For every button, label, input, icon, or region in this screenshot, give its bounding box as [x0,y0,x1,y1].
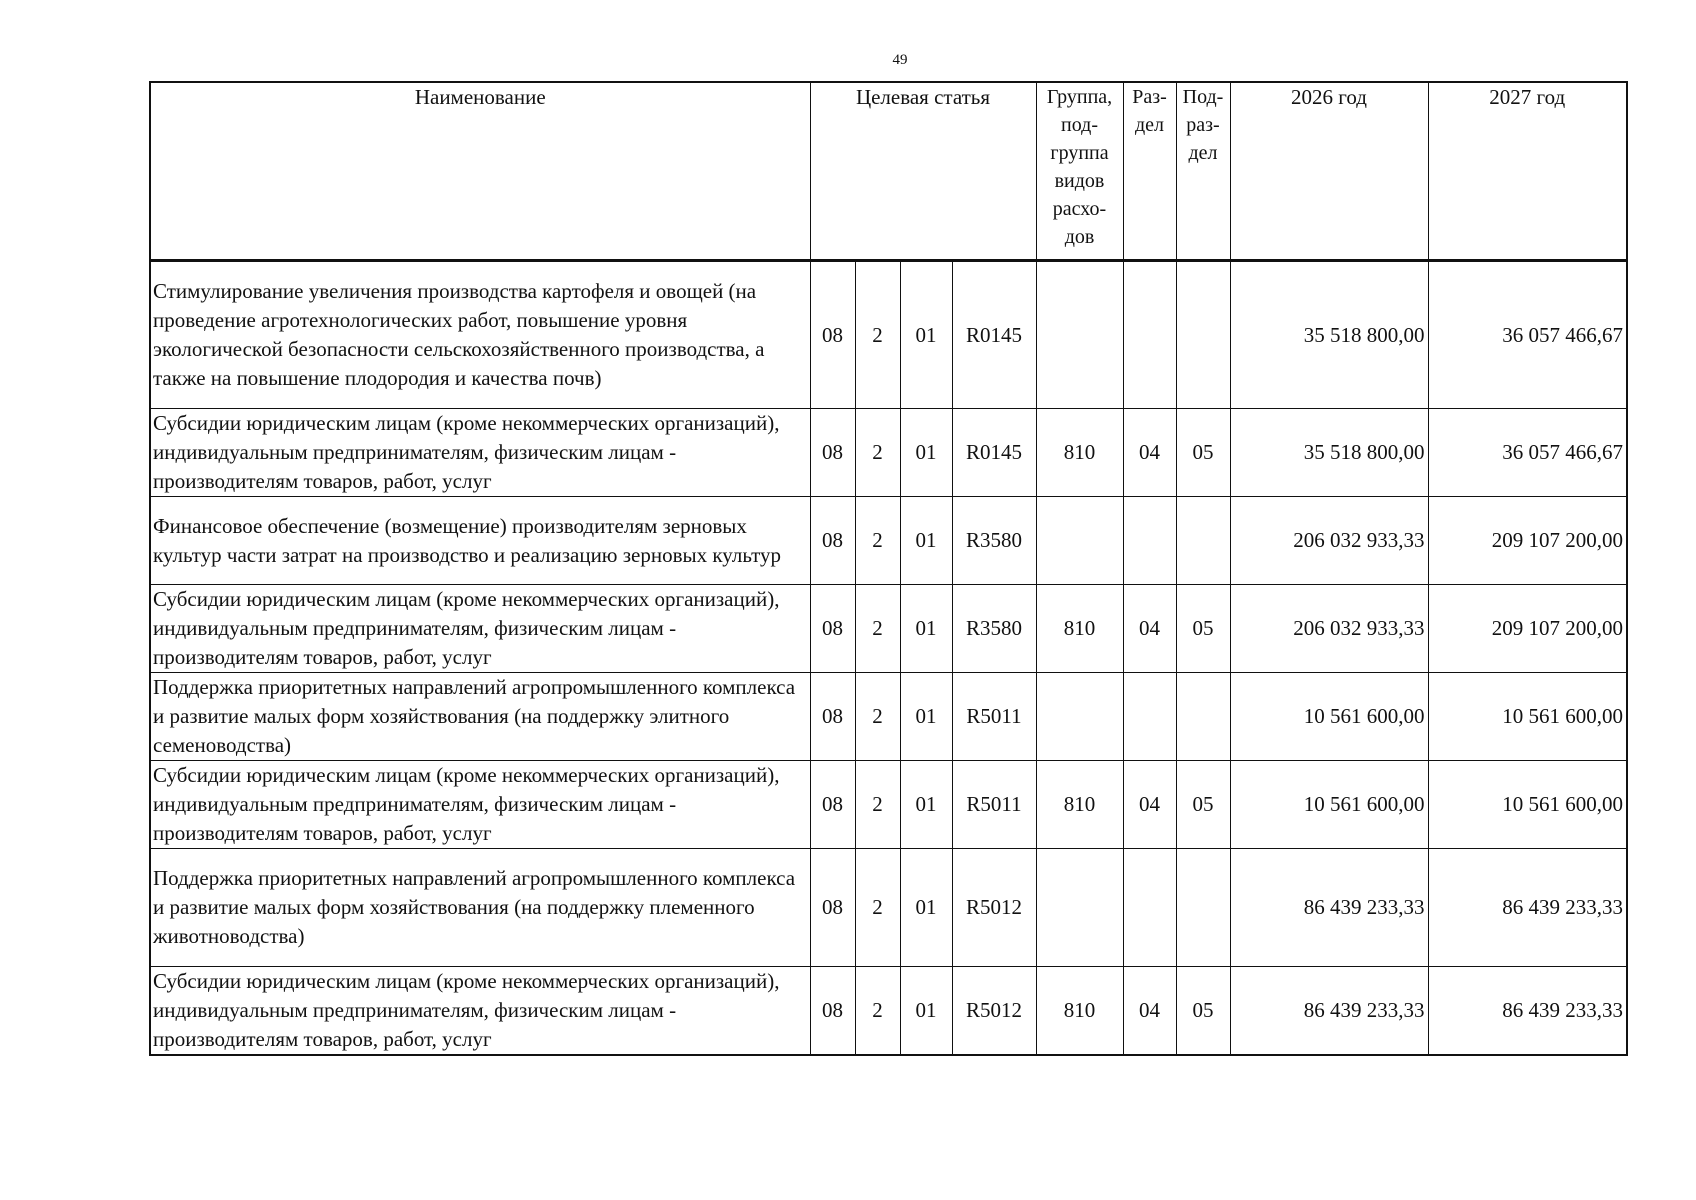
target-subprogram-code: 2 [855,497,900,585]
target-event-code: 01 [900,761,952,849]
header-subsection: Под- раз- дел [1176,82,1230,261]
subsection-code: 05 [1176,409,1230,497]
target-event-code: 01 [900,967,952,1056]
amount-2027: 209 107 200,00 [1428,497,1627,585]
amount-2027: 10 561 600,00 [1428,673,1627,761]
table-row [150,849,1627,967]
section-code: 04 [1123,585,1176,673]
expense-group-code: 810 [1036,585,1123,673]
section-code [1123,849,1176,967]
target-event-code: 01 [900,849,952,967]
budget-table [149,81,1628,1056]
target-direction-code: R5012 [952,967,1036,1056]
row-name: Субсидии юридическим лицам (кроме некоммерческих организаций), индивидуальным предпринимателям, физическим лицам - производителям товаров, работ, услуг [150,409,810,497]
target-subprogram-code: 2 [855,967,900,1056]
expense-group-code: 810 [1036,409,1123,497]
subsection-code: 05 [1176,761,1230,849]
expense-group-code: 810 [1036,761,1123,849]
amount-2027: 36 057 466,67 [1428,409,1627,497]
target-direction-code: R5012 [952,849,1036,967]
table-row [150,967,1627,1056]
target-event-code: 01 [900,585,952,673]
expense-group-code [1036,673,1123,761]
target-subprogram-code: 2 [855,849,900,967]
section-code: 04 [1123,761,1176,849]
target-subprogram-code: 2 [855,761,900,849]
table-row [150,261,1627,409]
target-program-code: 08 [810,497,855,585]
subsection-code: 05 [1176,967,1230,1056]
section-code: 04 [1123,409,1176,497]
amount-2027: 209 107 200,00 [1428,585,1627,673]
header-expense-group: Группа, под- группа видов расхо- дов [1036,82,1123,261]
table-header-row [150,82,1627,261]
amount-2027: 10 561 600,00 [1428,761,1627,849]
section-code [1123,497,1176,585]
table-row [150,497,1627,585]
row-name: Субсидии юридическим лицам (кроме некоммерческих организаций), индивидуальным предпринимателям, физическим лицам - производителям товаров, работ, услуг [150,967,810,1056]
expense-group-code [1036,849,1123,967]
table-row [150,761,1627,849]
header-section: Раз- дел [1123,82,1176,261]
row-name: Субсидии юридическим лицам (кроме некоммерческих организаций), индивидуальным предпринимателям, физическим лицам - производителям товаров, работ, услуг [150,585,810,673]
target-event-code: 01 [900,673,952,761]
target-direction-code: R0145 [952,409,1036,497]
table-row [150,409,1627,497]
expense-group-code [1036,261,1123,409]
section-code [1123,673,1176,761]
section-code: 04 [1123,967,1176,1056]
amount-2026: 86 439 233,33 [1230,849,1428,967]
row-name: Поддержка приоритетных направлений агропромышленного комплекса и развитие малых форм хозяйствования (на поддержку элитного семеноводства) [150,673,810,761]
header-target-article: Целевая статья [810,82,1036,261]
amount-2026: 206 032 933,33 [1230,585,1428,673]
section-code [1123,261,1176,409]
target-program-code: 08 [810,967,855,1056]
header-year-2026: 2026 год [1230,82,1428,261]
amount-2027: 86 439 233,33 [1428,967,1627,1056]
target-direction-code: R5011 [952,673,1036,761]
target-direction-code: R5011 [952,761,1036,849]
subsection-code [1176,497,1230,585]
amount-2026: 35 518 800,00 [1230,261,1428,409]
expense-group-code: 810 [1036,967,1123,1056]
target-program-code: 08 [810,673,855,761]
subsection-code [1176,673,1230,761]
expense-group-code [1036,497,1123,585]
row-name: Стимулирование увеличения производства картофеля и овощей (на проведение агротехнологических работ, повышение уровня экологической безопасности сельскохозяйственного производства, а также на повышение плодородия и качества почв) [150,261,810,409]
table-row [150,585,1627,673]
target-program-code: 08 [810,585,855,673]
amount-2026: 86 439 233,33 [1230,967,1428,1056]
target-subprogram-code: 2 [855,261,900,409]
target-direction-code: R3580 [952,585,1036,673]
row-name: Финансовое обеспечение (возмещение) производителям зерновых культур части затрат на производство и реализацию зерновых культур [150,497,810,585]
amount-2026: 10 561 600,00 [1230,761,1428,849]
amount-2026: 206 032 933,33 [1230,497,1428,585]
target-event-code: 01 [900,409,952,497]
amount-2026: 10 561 600,00 [1230,673,1428,761]
subsection-code [1176,849,1230,967]
target-subprogram-code: 2 [855,409,900,497]
target-subprogram-code: 2 [855,673,900,761]
row-name: Субсидии юридическим лицам (кроме некоммерческих организаций), индивидуальным предпринимателям, физическим лицам - производителям товаров, работ, услуг [150,761,810,849]
target-program-code: 08 [810,849,855,967]
row-name: Поддержка приоритетных направлений агропромышленного комплекса и развитие малых форм хозяйствования (на поддержку племенного животноводства) [150,849,810,967]
target-event-code: 01 [900,261,952,409]
header-name: Наименование [150,82,810,261]
amount-2026: 35 518 800,00 [1230,409,1428,497]
target-event-code: 01 [900,497,952,585]
target-program-code: 08 [810,761,855,849]
page-number: 49 [892,52,908,68]
subsection-code [1176,261,1230,409]
target-direction-code: R3580 [952,497,1036,585]
target-program-code: 08 [810,409,855,497]
amount-2027: 86 439 233,33 [1428,849,1627,967]
header-year-2027: 2027 год [1428,82,1627,261]
table-row [150,673,1627,761]
amount-2027: 36 057 466,67 [1428,261,1627,409]
target-program-code: 08 [810,261,855,409]
target-direction-code: R0145 [952,261,1036,409]
target-subprogram-code: 2 [855,585,900,673]
subsection-code: 05 [1176,585,1230,673]
